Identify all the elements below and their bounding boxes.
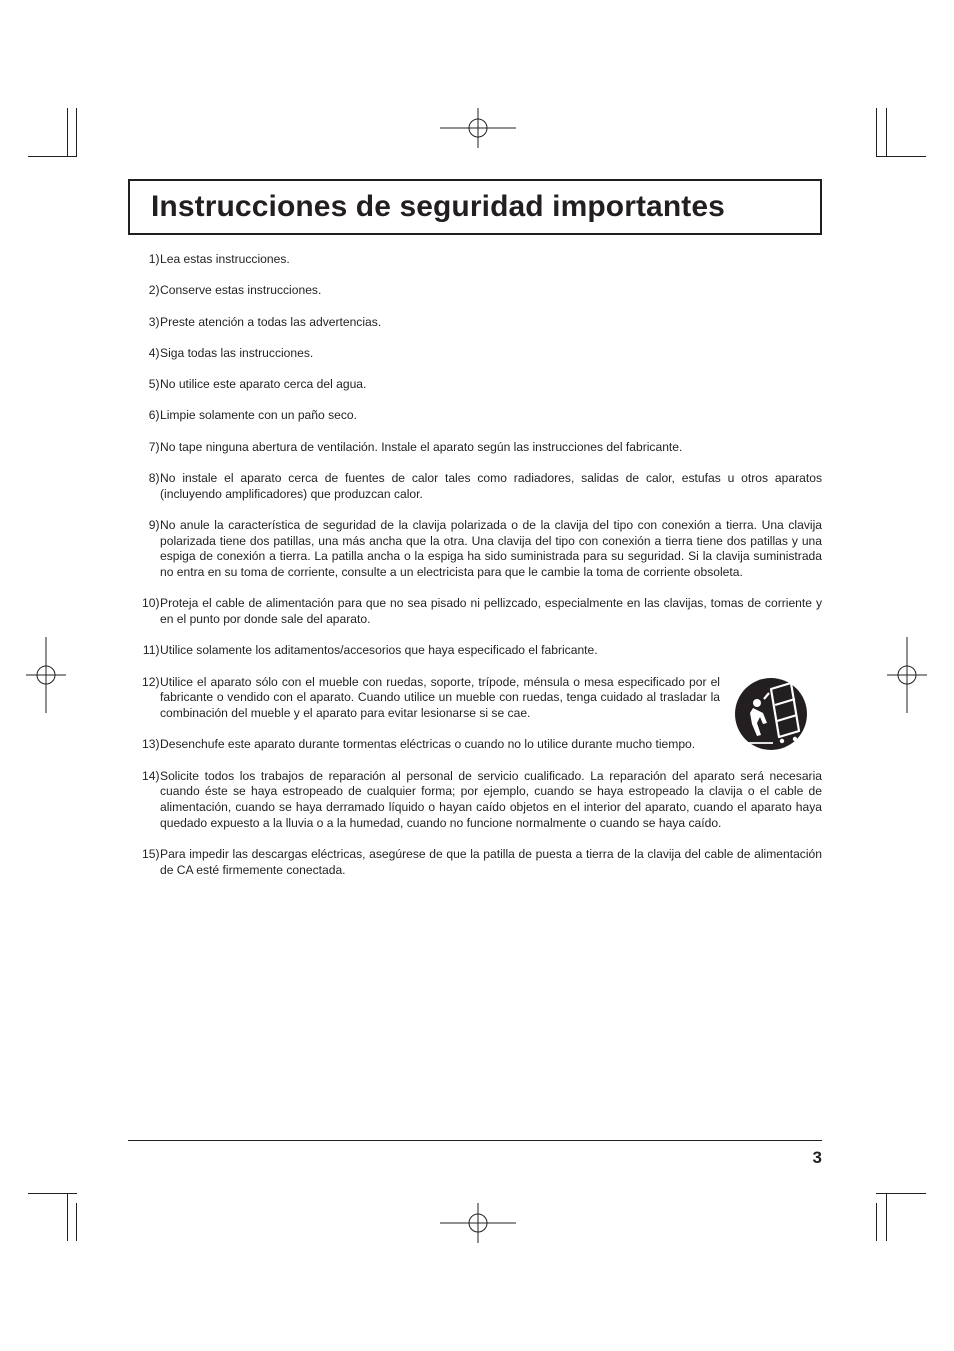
crop-mark-bl-vertical-inner	[76, 1203, 77, 1241]
footer-rule	[128, 1140, 822, 1141]
item-number: 12)	[142, 674, 160, 689]
item-text: Utilice el aparato sólo con el mueble con ruedas, soporte, trípode, ménsula o mesa especificado por el fabricante o vendido con el aparato. Cuando utilice un mueble con ruedas, tenga cuidado al trasladar la combinación del mueble y el aparato para evitar lesionarse si se cae.	[160, 674, 720, 721]
registration-mark-right	[887, 637, 927, 713]
item-text: Siga todas las instrucciones.	[160, 345, 314, 360]
list-item	[128, 847, 822, 878]
list-item	[128, 283, 822, 299]
crop-mark-br-vertical	[886, 1193, 887, 1241]
item-text: No anule la característica de seguridad de la clavija polarizada o de la clavija del tipo con conexión a tierra. Una clavija polarizada tiene dos patillas, una más ancha que la otra. Una clavija del tipo con conexión a tierra tiene dos patillas y una espiga de conexión a tierra. La patilla ancha o la espiga ha sido suministrada para su seguridad. Si la clavija suministrada no entra en su toma de corriente, consulte a un electricista para que le cambie la toma de corriente obsoleta.	[160, 518, 822, 580]
crop-mark-br-horizontal	[876, 1193, 926, 1194]
crop-mark-bl-horizontal	[28, 1193, 77, 1194]
cart-tip-over-warning-icon	[733, 677, 809, 751]
item-number: 2)	[148, 283, 160, 298]
item-text: No instale el aparato cerca de fuentes de calor tales como radiadores, salidas de calor, estufas u otros aparatos (incluyendo amplificadores) que produzcan calor.	[160, 471, 822, 501]
item-number: 5)	[148, 377, 160, 392]
list-item	[128, 471, 822, 502]
crop-mark-tl-vertical-inner	[76, 108, 77, 156]
item-number: 11)	[142, 643, 160, 658]
item-text: Para impedir las descargas eléctricas, asegúrese de que la patilla de puesta a tierra de la clavija del cable de alimentación de CA esté firmemente conectada.	[160, 847, 822, 877]
crop-mark-bl-vertical	[67, 1193, 68, 1241]
page-number: 3	[812, 1148, 822, 1167]
list-item	[128, 675, 720, 722]
list-item	[128, 440, 822, 456]
item-text: Desenchufe este aparato durante tormentas eléctricas o cuando no lo utilice durante mucho tiempo.	[160, 737, 696, 752]
item-text: Conserve estas instrucciones.	[160, 283, 322, 298]
list-item	[128, 737, 720, 753]
registration-mark-top	[440, 108, 516, 148]
item-text: Preste atención a todas las advertencias.	[160, 314, 382, 329]
list-item	[128, 315, 822, 331]
item-text: Limpie solamente con un paño seco.	[160, 408, 357, 423]
item-number: 6)	[148, 408, 160, 423]
item-number: 3)	[148, 314, 160, 329]
list-item	[128, 596, 822, 627]
crop-mark-tr-vertical-inner	[886, 108, 887, 156]
list-item	[128, 408, 822, 424]
item-number: 7)	[148, 439, 160, 454]
item-number: 14)	[142, 768, 160, 783]
item-number: 8)	[148, 471, 160, 486]
list-item	[128, 252, 822, 268]
item-number: 4)	[148, 345, 160, 360]
item-number: 10)	[142, 596, 160, 611]
list-item	[128, 643, 822, 659]
list-item	[128, 377, 822, 393]
list-item	[128, 769, 822, 832]
crop-mark-tr-vertical	[876, 108, 877, 156]
page-title: Instrucciones de seguridad importantes	[151, 190, 725, 223]
item-number: 13)	[142, 737, 160, 752]
item-number: 1)	[148, 252, 160, 266]
item-number: 15)	[142, 847, 160, 862]
crop-mark-tl-vertical	[67, 108, 68, 156]
list-item	[128, 346, 822, 362]
crop-mark-br-vertical-inner	[876, 1203, 877, 1241]
item-text: Solicite todos los trabajos de reparación al personal de servicio cualificado. La reparación del aparato será necesaria cuando éste se haya estropeado de cualquier forma; por ejemplo, cuando se haya estropeado la clavija o el cable de alimentación, cuando se haya derramado líquido o hayan caído objetos en el interior del aparato, cuando el aparato haya quedado expuesto a la lluvia o a la humedad, cuando no funcione normalmente o cuando se haya caído.	[160, 768, 822, 830]
item-text: Lea estas instrucciones.	[160, 252, 290, 266]
list-item	[128, 518, 822, 581]
item-number: 9)	[148, 518, 160, 533]
item-text: No utilice este aparato cerca del agua.	[160, 377, 367, 392]
item-text: Proteja el cable de alimentación para que no sea pisado ni pellizcado, especialmente en las clavijas, tomas de corriente y en el punto por donde sale del aparato.	[160, 596, 822, 627]
crop-mark-tl-horizontal	[28, 156, 77, 157]
title-box	[128, 179, 822, 235]
item-text: Utilice solamente los aditamentos/accesorios que haya especificado el fabricante.	[160, 643, 598, 658]
safety-instructions-list	[128, 252, 822, 894]
registration-mark-bottom	[440, 1203, 516, 1243]
crop-mark-tr-horizontal	[876, 156, 926, 157]
item-text: No tape ninguna abertura de ventilación. Instale el aparato según las instrucciones del fabricante.	[160, 439, 683, 454]
registration-mark-left	[26, 637, 66, 713]
